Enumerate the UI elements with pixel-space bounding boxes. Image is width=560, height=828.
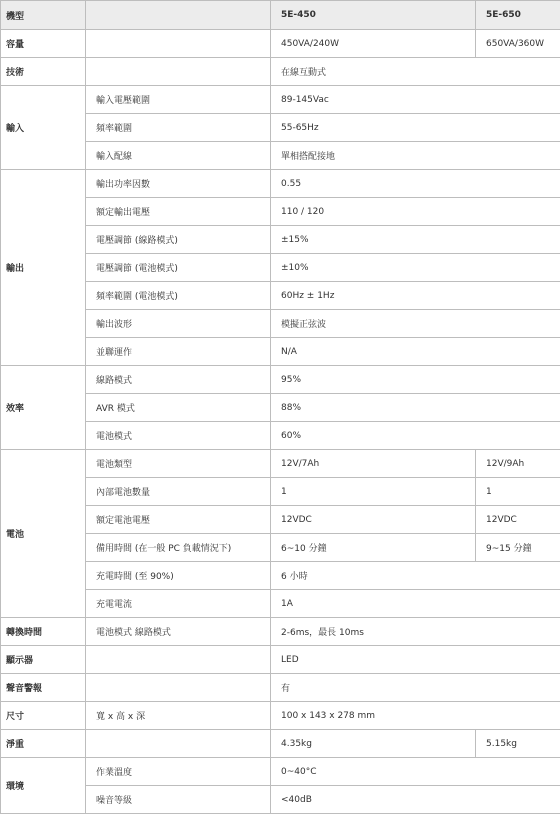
- capacity-row: [1, 30, 560, 58]
- transfer-label: 電池模式 線路模式: [86, 618, 271, 646]
- output-label: 輸出波形: [86, 310, 271, 338]
- battery-group: 電池: [1, 450, 86, 618]
- input-value: 單相搭配接地: [271, 142, 560, 170]
- output-value: ±10%: [271, 254, 560, 282]
- output-value: 60Hz ± 1Hz: [271, 282, 560, 310]
- output-label: 輸出功率因數: [86, 170, 271, 198]
- weight-row: [1, 730, 560, 758]
- environment-value: <40dB: [271, 786, 560, 814]
- dimensions-value: 100 x 143 x 278 mm: [271, 702, 560, 730]
- capacity-b: 650VA/360W: [476, 30, 560, 58]
- header-empty: [86, 1, 271, 30]
- efficiency-label: 線路模式: [86, 366, 271, 394]
- output-label: 並聯運作: [86, 338, 271, 366]
- environment-value: 0~40°C: [271, 758, 560, 786]
- battery-value-a: 12VDC: [271, 506, 476, 534]
- efficiency-row: [1, 366, 560, 394]
- output-value: 模擬正弦波: [271, 310, 560, 338]
- output-label: 電壓調節 (線路模式): [86, 226, 271, 254]
- technology-group: 技術: [1, 58, 86, 86]
- transfer-row: [1, 618, 560, 646]
- battery-label: 內部電池數量: [86, 478, 271, 506]
- battery-row: [1, 450, 560, 478]
- battery-value-b: 12V/9Ah: [476, 450, 560, 478]
- battery-value-b: 9~15 分鐘: [476, 534, 560, 562]
- battery-value: 1A: [271, 590, 560, 618]
- output-value: N/A: [271, 338, 560, 366]
- environment-row: [1, 758, 560, 786]
- efficiency-value: 88%: [271, 394, 560, 422]
- output-value: 110 / 120: [271, 198, 560, 226]
- display-row: [1, 646, 560, 674]
- alarm-group: 聲音警報: [1, 674, 86, 702]
- display-group: 顯示器: [1, 646, 86, 674]
- model-label: 機型: [1, 1, 86, 30]
- weight-group: 淨重: [1, 730, 86, 758]
- output-label: 額定輸出電壓: [86, 198, 271, 226]
- transfer-value: 2-6ms，最長 10ms: [271, 618, 560, 646]
- input-row: [1, 86, 560, 114]
- output-group: 輸出: [1, 170, 86, 366]
- battery-label: 備用時間 (在一般 PC 負載情況下): [86, 534, 271, 562]
- dimensions-row: [1, 702, 560, 730]
- alarm-empty: [86, 674, 271, 702]
- input-label: 輸入配線: [86, 142, 271, 170]
- efficiency-label: AVR 模式: [86, 394, 271, 422]
- display-empty: [86, 646, 271, 674]
- alarm-value: 有: [271, 674, 560, 702]
- battery-value: 6 小時: [271, 562, 560, 590]
- input-label: 輸入電壓範圍: [86, 86, 271, 114]
- input-label: 頻率範圍: [86, 114, 271, 142]
- battery-value-b: 1: [476, 478, 560, 506]
- battery-label: 充電時間 (至 90%): [86, 562, 271, 590]
- battery-label: 電池類型: [86, 450, 271, 478]
- output-value: 0.55: [271, 170, 560, 198]
- header-row: [1, 1, 560, 30]
- battery-value-a: 1: [271, 478, 476, 506]
- technology-value: 在線互動式: [271, 58, 560, 86]
- transfer-group: 轉換時間: [1, 618, 86, 646]
- efficiency-group: 效率: [1, 366, 86, 450]
- technology-empty: [86, 58, 271, 86]
- input-value: 55-65Hz: [271, 114, 560, 142]
- capacity-a: 450VA/240W: [271, 30, 476, 58]
- dimensions-group: 尺寸: [1, 702, 86, 730]
- efficiency-label: 電池模式: [86, 422, 271, 450]
- model-b: 5E-650: [476, 1, 560, 30]
- environment-label: 作業溫度: [86, 758, 271, 786]
- output-label: 頻率範圍 (電池模式): [86, 282, 271, 310]
- weight-empty: [86, 730, 271, 758]
- efficiency-value: 95%: [271, 366, 560, 394]
- battery-label: 充電電流: [86, 590, 271, 618]
- capacity-empty: [86, 30, 271, 58]
- weight-a: 4.35kg: [271, 730, 476, 758]
- alarm-row: [1, 674, 560, 702]
- environment-group: 環境: [1, 758, 86, 814]
- input-group: 輸入: [1, 86, 86, 170]
- battery-value-a: 12V/7Ah: [271, 450, 476, 478]
- efficiency-value: 60%: [271, 422, 560, 450]
- output-value: ±15%: [271, 226, 560, 254]
- environment-label: 噪音等級: [86, 786, 271, 814]
- capacity-group: 容量: [1, 30, 86, 58]
- battery-value-a: 6~10 分鐘: [271, 534, 476, 562]
- dimensions-label: 寬 x 高 x 深: [86, 702, 271, 730]
- battery-label: 額定電池電壓: [86, 506, 271, 534]
- technology-row: [1, 58, 560, 86]
- input-value: 89-145Vac: [271, 86, 560, 114]
- output-label: 電壓調節 (電池模式): [86, 254, 271, 282]
- display-value: LED: [271, 646, 560, 674]
- model-a: 5E-450: [271, 1, 476, 30]
- weight-b: 5.15kg: [476, 730, 560, 758]
- battery-value-b: 12VDC: [476, 506, 560, 534]
- output-row: [1, 170, 560, 198]
